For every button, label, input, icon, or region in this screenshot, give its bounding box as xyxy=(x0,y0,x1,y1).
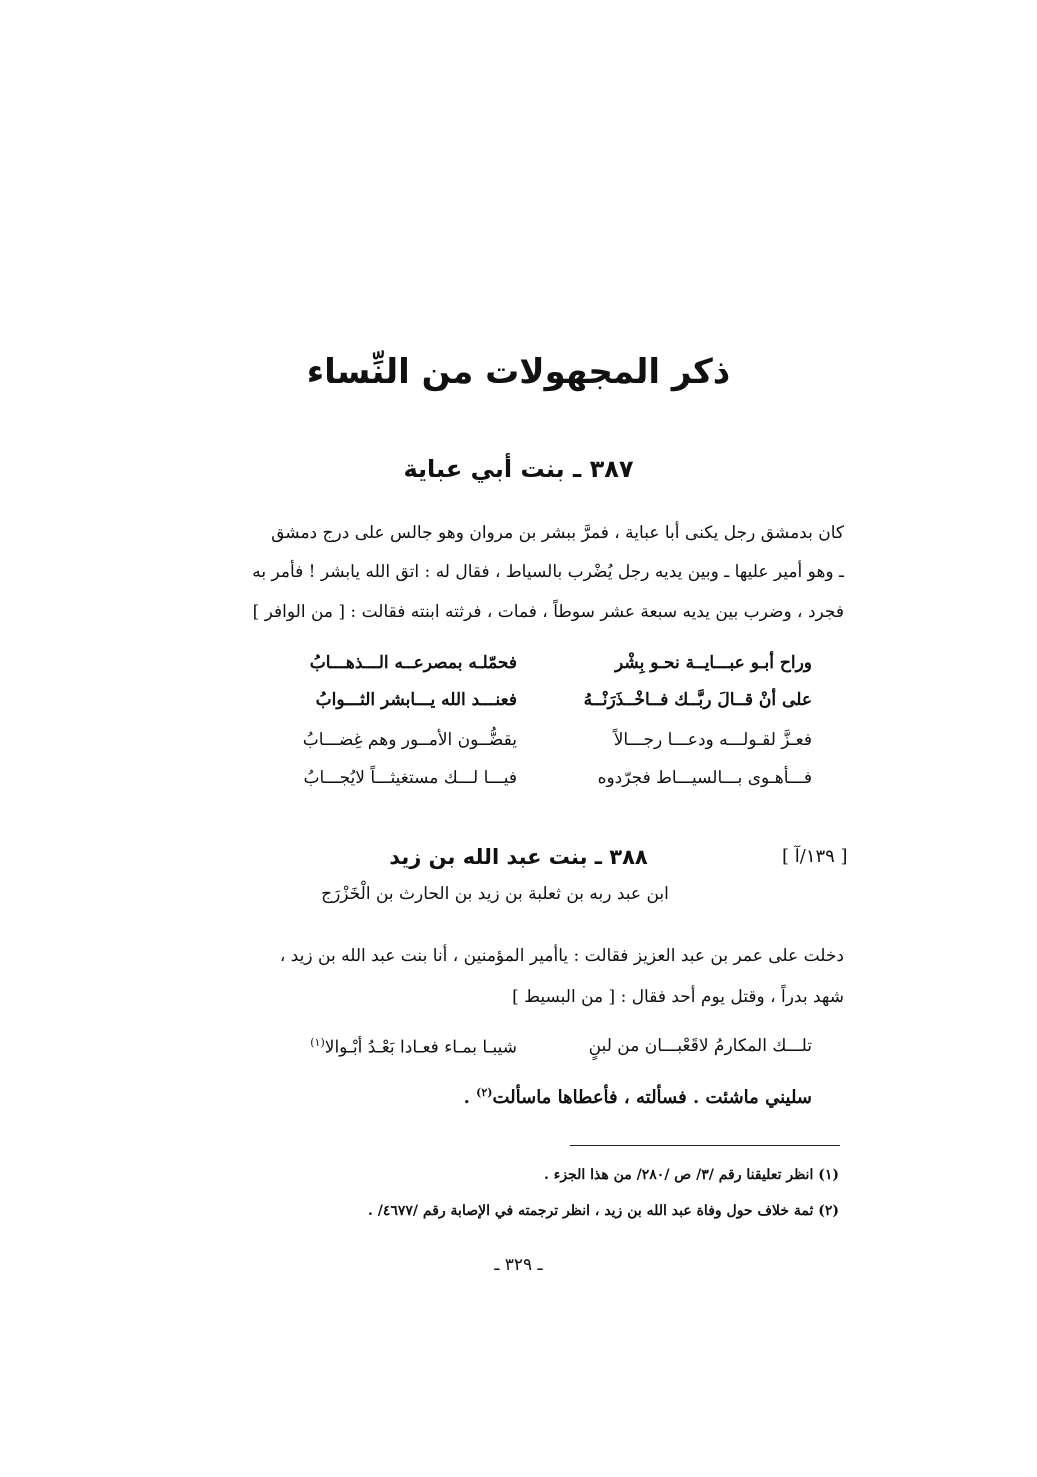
entry-388-verse-first-hemistich: تلـــك المكارمُ لاقَعْبـــان من لبنٍ xyxy=(588,1036,812,1056)
verse-1-second-hemistich: فحمّلـه بمصرعــه الـــذهـــابُ xyxy=(309,653,517,673)
chapter-title: ذكر المجهولات من النِّساء xyxy=(306,352,731,392)
verse-3-second-hemistich: يقضُّــون الأمــور وهم غِضـــابُ xyxy=(302,730,517,750)
footnote-2: (٢) ثمة خلاف حول وفاة عبد الله بن زيد ، انظر ترجمته في الإصابة رقم /٤٦٧٧/ . xyxy=(367,1203,839,1219)
entry-388-line-1: دخلت على عمر بن عبد العزيز فقالت : ياأمير المؤمنين ، أنا بنت عبد الله بن زيد ، xyxy=(279,946,844,966)
verse-3-first-hemistich: فعـزَّ لقـولـــه ودعـــا رجـــالاً xyxy=(613,730,812,750)
entry-387-title: ٣٨٧ ـ بنت أبي عباية xyxy=(403,455,634,483)
entry-388-title: ٣٨٨ ـ بنت عبد الله بن زيد xyxy=(389,845,648,869)
entry-388-line-2: شهد بدراً ، وقتل يوم أحد فقال : [ من البسيط ] xyxy=(512,987,844,1007)
verse-4-second-hemistich: فيـــا لـــك مستغيثـــاً لايُجـــابُ xyxy=(303,768,517,788)
entry-388-closing-line: سليني ماشئت . فسألته ، فأعطاها ماسألت$^{(٢)}$ . xyxy=(463,1086,812,1108)
entry-387-line-2: ـ وهو أمير عليها ـ وبين يديه رجل يُضْرب بالسياط ، فقال له : اتق الله يابشر ! فأمر به xyxy=(252,562,844,582)
footnote-1: (١) انظر تعليقنا رقم /٣/ ص /٢٨٠/ من هذا الجزء . xyxy=(543,1167,839,1183)
page-number: ـ ٣٢٩ ـ xyxy=(494,1255,543,1275)
entry-387-line-3: فجرد ، وضرب بين يديه سبعة عشر سوطاً ، فمات ، فرثته ابنته فقالت : [ من الوافر ] xyxy=(252,602,844,622)
footnote-ref-2[interactable]: (٢) xyxy=(476,1086,493,1099)
entry-388-verse-second-hemistich: شيبـا بمـاء فعـادا بَعْـدُ أبْـوالا$^{(١)}$ xyxy=(310,1036,517,1058)
manuscript-folio-reference: [ ١٣٩/آ ] xyxy=(782,846,848,867)
verse-1-first-hemistich: وراح أبـو عبـــايــة نحـو بِشْر xyxy=(615,653,812,673)
verse-4-first-hemistich: فـــأهـوى بـــالسيـــاط فجرّدوه xyxy=(597,768,812,788)
verse-2-second-hemistich: فعنـــد الله يـــابشر الثـــوابُ xyxy=(315,690,517,710)
entry-387-line-1: كان بدمشق رجل يكنى أبا عباية ، فمرَّ ببشر بن مروان وهو جالس على درج دمشق xyxy=(271,523,844,543)
footnote-ref-1[interactable]: (١) xyxy=(310,1036,325,1049)
entry-388-lineage: ابن عبد ربه بن ثعلبة بن زيد بن الحارث بن الْخَزْرَج xyxy=(321,884,669,904)
footnote-separator xyxy=(570,1145,840,1146)
verse-2-first-hemistich: على أنْ قــالَ ربَّــك فــاخْــذَرَنْــهُ xyxy=(583,690,812,710)
